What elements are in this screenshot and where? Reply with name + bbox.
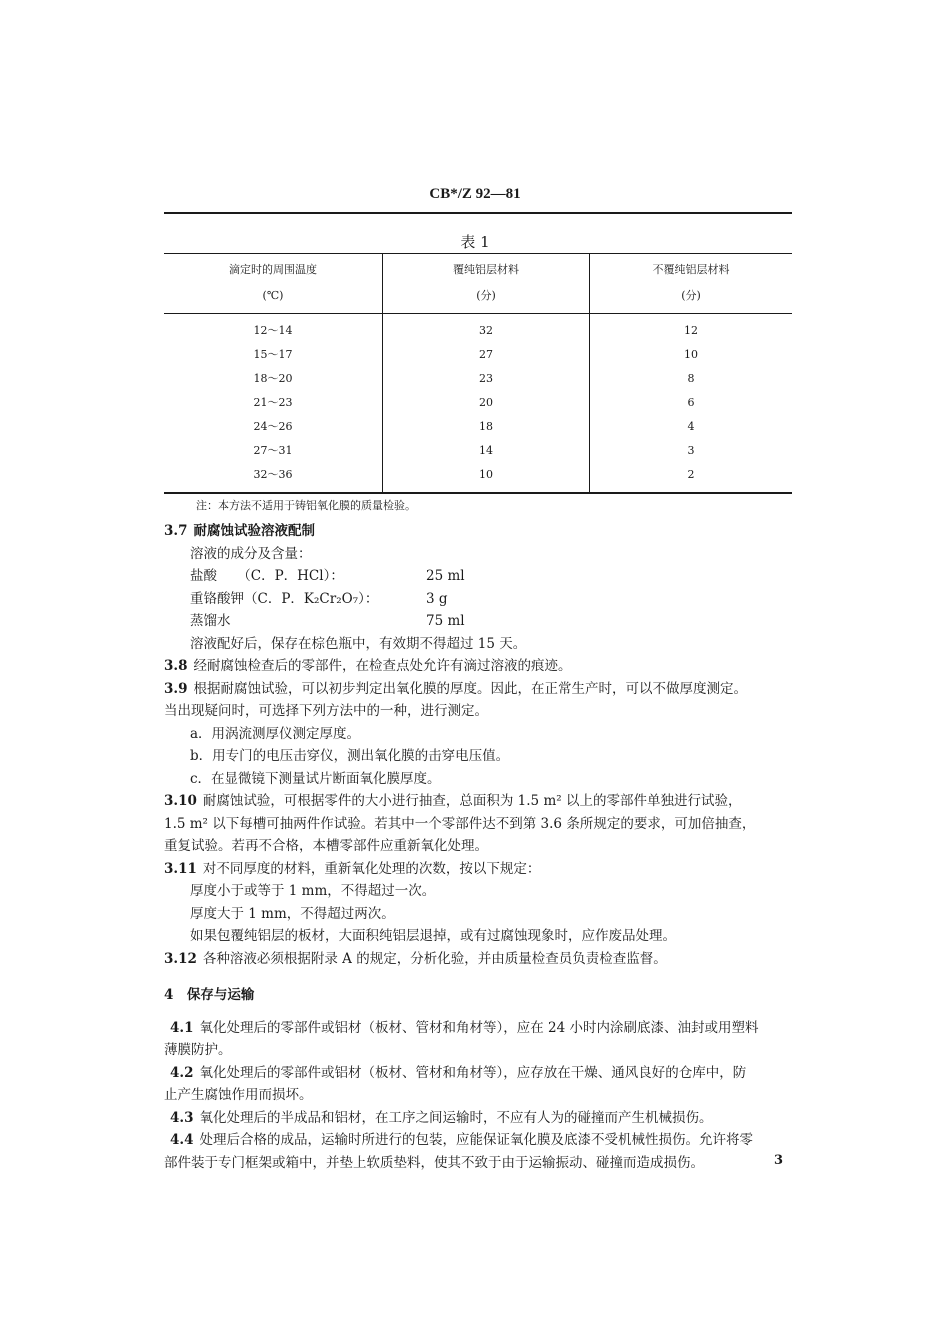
clause-3-9: 3.9 根据耐腐蚀试验，可以初步判定出氧化膜的厚度。因此，在正常生产时，可以不做厚度测定。 (164, 680, 747, 697)
page-number: 3 (774, 1153, 784, 1168)
header-rule (164, 212, 792, 214)
clause-3-11-line: 厚度大于 1 mm，不得超过两次。 (190, 905, 395, 922)
table-row: 15～17 27 10 (164, 342, 792, 366)
titration-time-table (164, 253, 792, 494)
table-row: 24～26 18 4 (164, 414, 792, 438)
column-header-clad: 覆纯铝层材料 (分) (383, 253, 590, 314)
clause-3-7-storage: 溶液配好后，保存在棕色瓶中，有效期不得超过 15 天。 (190, 635, 527, 652)
clause-3-10: 3.10 耐腐蚀试验，可根据零件的大小进行抽查，总面积为 1.5 m² 以上的零部件单独进行试验， (164, 793, 742, 809)
clause-3-7-intro: 溶液的成分及含量： (190, 545, 312, 562)
clause-4-4-line: 部件装于专门框架或箱中，并垫上软质垫料，使其不致于由于运输振动、碰撞而造成损伤。 (164, 1154, 704, 1171)
clause-4-4: 4.4 处理后合格的成品，运输时所进行的包装，应能保证氧化膜及底漆不受机械性损伤。允许将零 (170, 1132, 753, 1148)
table-row: 21～23 20 6 (164, 390, 792, 414)
clause-4-2-line: 止产生腐蚀作用而损坏。 (164, 1087, 313, 1103)
method-option-c: c．在显微镜下测量试片断面氧化膜厚度。 (190, 770, 441, 787)
column-header-temperature: 滴定时的周围温度 (℃) (164, 253, 383, 314)
solution-item: 盐酸 （C．P．HCl）： 25 ml (190, 568, 465, 584)
method-option-b: b．用专门的电压击穿仪，测出氧化膜的击穿电压值。 (190, 748, 510, 764)
table-row: 32～36 10 2 (164, 462, 792, 493)
clause-3-11-line: 如果包覆纯铝层的板材，大面积纯铝层退掉，或有过腐蚀现象时，应作废品处理。 (190, 928, 676, 944)
clause-3-11-line: 厚度小于或等于 1 mm，不得超过一次。 (190, 883, 436, 899)
solution-item: 重铬酸钾（C．P．K₂Cr₂O₇）： 3 g (190, 590, 448, 607)
table-note: 注：本方法不适用于铸铝氧化膜的质量检验。 (196, 499, 416, 512)
clause-3-8: 3.8 经耐腐蚀检查后的零部件，在检查点处允许有滴过溶液的痕迹。 (164, 658, 572, 674)
table-row: 27～31 14 3 (164, 438, 792, 462)
method-option-a: a．用涡流测厚仪测定厚度。 (190, 725, 361, 742)
table-row: 12～14 32 12 (164, 314, 792, 343)
clause-4-2: 4.2 氧化处理后的零部件或铝材（板材、管材和角材等），应存放在干燥、通风良好的仓库中，防 (170, 1064, 747, 1081)
clause-3-12: 3.12 各种溶液必须根据附录 A 的规定，分析化验，并由质量检查员负责检查监督。 (164, 950, 667, 967)
table-title: 表 1 (460, 233, 490, 251)
clause-3-10-line: 1.5 m² 以下每槽可抽两件作试验。若其中一个零部件达不到第 3.6 条所规定的要求，可加倍抽查， (164, 815, 756, 832)
clause-4-1: 4.1 氧化处理后的零部件或铝材（板材、管材和角材等），应在 24 小时内涂刷底漆、油封或用塑料 (170, 1019, 759, 1036)
clause-3-11: 3.11 对不同厚度的材料，重新氧化处理的次数，按以下规定： (164, 860, 541, 877)
body-text (164, 520, 790, 1174)
standard-code-header: CB*/Z 92—81 (429, 186, 521, 202)
clause-3-7-heading: 3.7 耐腐蚀试验溶液配制 (164, 523, 315, 539)
clause-4-1-line: 薄膜防护。 (164, 1042, 232, 1058)
section-4-heading: 4 保存与运输 (164, 987, 255, 1003)
table-row: 18～20 23 8 (164, 366, 792, 390)
clause-4-3: 4.3 氧化处理后的半成品和铝材，在工序之间运输时，不应有人为的碰撞而产生机械损伤。 (170, 1109, 713, 1126)
solution-item: 蒸馏水 75 ml (190, 613, 465, 629)
clause-3-9-line: 当出现疑问时，可选择下列方法中的一种，进行测定。 (164, 703, 488, 719)
clause-3-10-line: 重复试验。若再不合格，本槽零部件应重新氧化处理。 (164, 838, 488, 854)
column-header-unclad: 不覆纯铝层材料 (分) (590, 253, 793, 314)
